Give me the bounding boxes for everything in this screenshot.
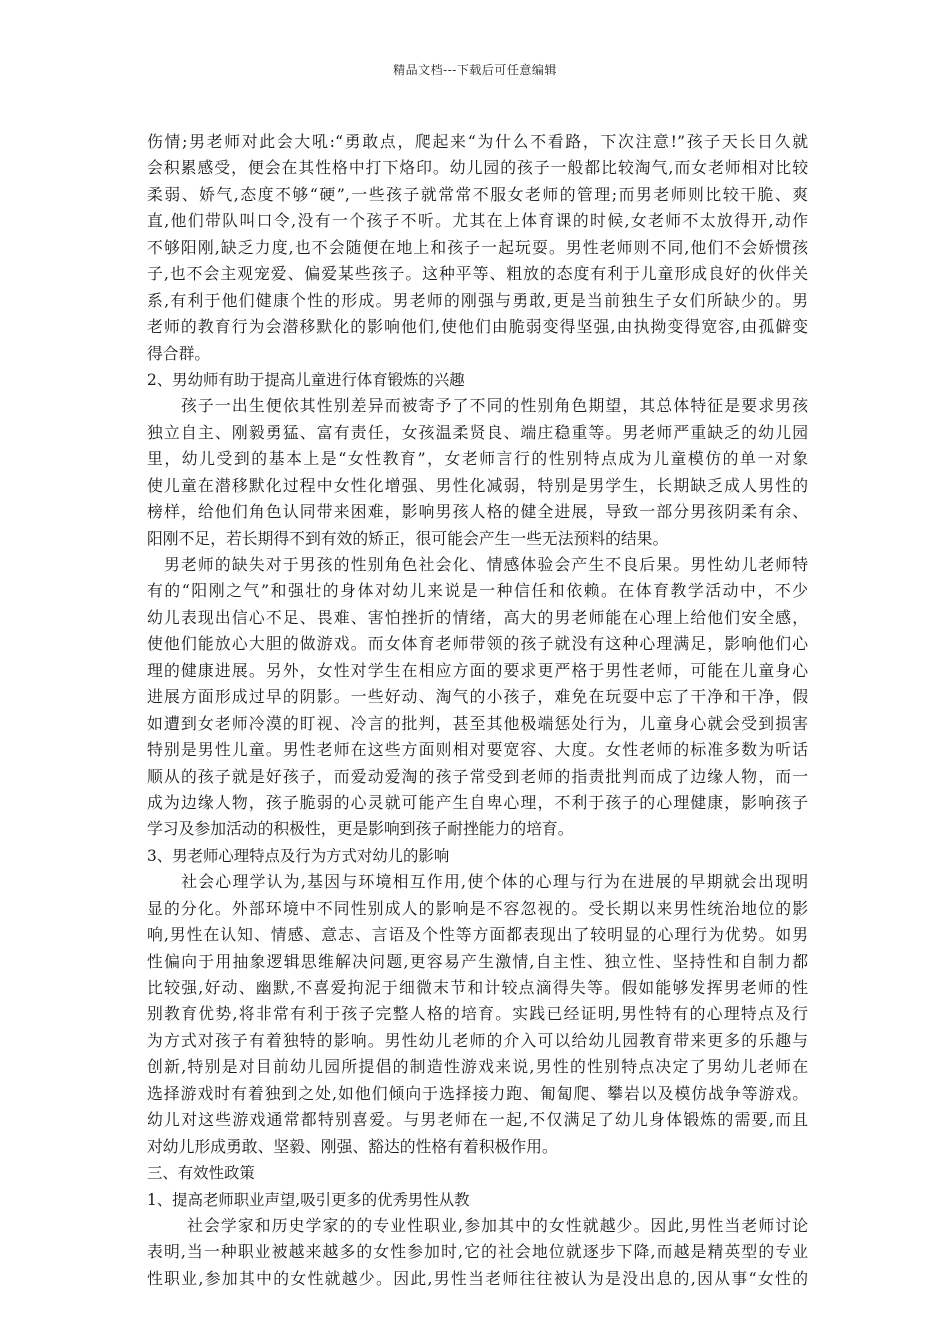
paragraph-last-line: 阳刚不足，若长期得不到有效的矫正，很可能会产生一些无法预料的结果。 — [147, 528, 669, 548]
paragraph-line: 社会学家和历史学家的的专业性职业,参加其中的女性就越少。因此,男性当老师讨论 — [147, 1215, 808, 1235]
section-heading: 2、男幼师有助于提高儿童进行体育锻炼的兴趣 — [147, 370, 465, 389]
paragraph-line: 性职业,参加其中的女性就越少。因此,男性当老师往往被认为是没出息的,因从事“女性的 — [147, 1268, 808, 1288]
paragraph-last-line: 得合群。 — [147, 343, 211, 363]
paragraph-line: 顺从的孩子就是好孩子，而爱动爱淘的孩子常受到老师的指责批判而成了边缘人物，而一 — [147, 766, 808, 786]
section-heading: 3、男老师心理特点及行为方式对幼儿的影响 — [147, 846, 450, 865]
paragraph-line: 表明,当一种职业被越来越多的女性参加时,它的社会地位就逐步下降,而越是精英型的专业 — [147, 1242, 808, 1262]
paragraph-line: 系,有利于他们健康个性的形成。男老师的刚强与勇敢,更是当前独生子女们所缺少的。男 — [147, 290, 808, 310]
paragraph-line: 显的分化。外部环境中不同性别成人的影响是不容忽视的。受长期以来男性统治地位的影 — [147, 898, 808, 918]
paragraph-line: 选择游戏时有着独到之处,如他们倾向于选择接力跑、匍匐爬、攀岩以及模仿战争等游戏。 — [147, 1083, 808, 1103]
paragraph-line: 如遭到女老师冷漠的盯视、冷言的批判，甚至其他极端惩处行为，儿童身心就会受到损害 — [147, 713, 808, 733]
paragraph-line: 榜样，给他们角色认同带来困难，影响男孩人格的健全进展，导致一部分男孩阴柔有余、 — [147, 502, 808, 522]
paragraph-line: 进展方面形成过早的阴影。一些好动、淘气的小孩子，难免在玩耍中忘了干净和干净，假 — [147, 687, 808, 707]
paragraph-line: 幼儿表现出信心不足、畏难、害怕挫折的情绪，高大的男老师能在心理上给他们安全感， — [147, 607, 808, 627]
paragraph-line: 孩子一出生便依其性别差异而被寄予了不同的性别角色期望，其总体特征是要求男孩 — [147, 396, 808, 416]
document-body — [147, 129, 808, 1292]
paragraph-line: 别教育优势,将非常有利于孩子完整人格的培育。实践已经证明,男性特有的心理特点及行 — [147, 1004, 808, 1024]
paragraph-line: 独立自主、刚毅勇猛、富有责任，女孩温柔贤良、端庄稳重等。男老师严重缺乏的幼儿园 — [147, 422, 808, 442]
paragraph-last-line: 学习及参加活动的积极性，更是影响到孩子耐挫能力的培育。 — [147, 819, 574, 839]
paragraph-line: 为方式对孩子有着独特的影响。男性幼儿老师的介入可以给幼儿园教育带来更多的乐趣与 — [147, 1030, 808, 1050]
paragraph-line: 里，幼儿受到的基本上是“女性教育”，女老师言行的性别特点成为儿童模仿的单一对象 — [147, 449, 808, 469]
paragraph-line: 伤情;男老师对此会大吼:“勇敢点，爬起来“为什么不看路，下次注意!”孩子天长日久就 — [147, 132, 808, 151]
paragraph-line: 比较强,好动、幽默,不喜爱拘泥于细微末节和计较点滴得失等。假如能够发挥男老师的性 — [147, 978, 808, 997]
paragraph-line: 理的健康进展。另外，女性对学生在相应方面的要求更严格于男性老师，可能在儿童身心 — [147, 660, 808, 680]
paragraph-line: 男老师的缺失对于男孩的性别角色社会化、情感体验会产生不良后果。男性幼儿老师特 — [147, 555, 808, 574]
paragraph-line: 创新,特别是对目前幼儿园所提倡的制造性游戏来说,男性的性别特点决定了男幼儿老师在 — [147, 1057, 808, 1077]
paragraph-line: 会积累感受，便会在其性格中打下烙印。幼儿园的孩子一般都比较淘气,而女老师相对比较 — [147, 158, 808, 178]
paragraph-line: 响,男性在认知、情感、意志、言语及个性等方面都表现出了较明显的心理行为优势。如男 — [147, 925, 808, 945]
paragraph-line: 特别是男性儿童。男性老师在这些方面则相对要宽容、大度。女性老师的标准多数为听话 — [147, 740, 808, 760]
paragraph-line: 使儿童在潜移默化过程中女性化增强、男性化减弱，特别是男学生，长期缺乏成人男性的 — [147, 475, 808, 495]
paragraph-line: 使他们能放心大胆的做游戏。而女体育老师带领的孩子就没有这种心理满足，影响他们心 — [147, 634, 808, 654]
section-heading: 1、提高老师职业声望,吸引更多的优秀男性从教 — [147, 1190, 470, 1209]
paragraph-line: 老师的教育行为会潜移默化的影响他们,使他们由脆弱变得坚强,由执拗变得宽容,由孤僻变 — [147, 317, 808, 337]
paragraph-line: 直,他们带队叫口令,没有一个孩子不听。尤其在上体育课的时候,女老师不太放得开,动作 — [147, 211, 808, 231]
paragraph-line: 社会心理学认为,基因与环境相互作用,使个体的心理与行为在进展的早期就会出现明 — [147, 872, 808, 892]
section-heading: 三、有效性政策 — [147, 1164, 255, 1183]
paragraph-last-line: 对幼儿形成勇敢、坚毅、刚强、豁达的性格有着积极作用。 — [147, 1136, 558, 1156]
paragraph-line: 成为边缘人物，孩子脆弱的心灵就可能产生自卑心理，不利于孩子的心理健康，影响孩子 — [147, 792, 808, 812]
page-header: 精品文档---下载后可任意编辑 — [393, 63, 557, 77]
paragraph-line: 性偏向于用抽象逻辑思维解决问题,更容易产生激情,自主性、独立性、坚持性和自制力都 — [147, 951, 808, 971]
paragraph-line: 子,也不会主观宠爱、偏爱某些孩子。这种平等、粗放的态度有利于儿童形成良好的伙伴关 — [147, 264, 808, 284]
paragraph-line: 有的“阳刚之气”和强壮的身体对幼儿来说是一种信任和依赖。在体育教学活动中，不少 — [147, 581, 808, 601]
paragraph-line: 柔弱、娇气,态度不够“硬”,一些孩子就常常不服女老师的管理;而男老师则比较干脆、爽 — [147, 184, 808, 204]
paragraph-line: 不够阳刚,缺乏力度,也不会随便在地上和孩子一起玩耍。男性老师则不同,他们不会娇惯孩 — [147, 237, 808, 257]
paragraph-line: 幼儿对这些游戏通常都特别喜爱。与男老师在一起,不仅满足了幼儿身体锻炼的需要,而且 — [147, 1110, 808, 1130]
